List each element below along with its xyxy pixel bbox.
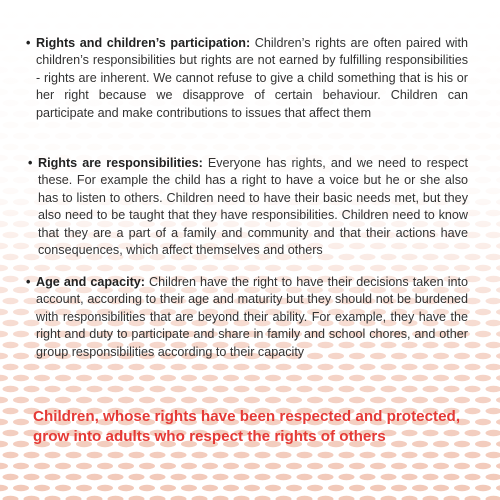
- bullet-marker: •: [26, 36, 31, 50]
- bullet-term: Rights and children’s participation:: [36, 36, 251, 50]
- bullet-term: Rights are responsibilities:: [38, 156, 203, 170]
- bullet-age-capacity: [26, 274, 468, 361]
- closing-statement: Children, whose rights have been respected and protected, grow into adults who respect the rights of others: [33, 408, 461, 445]
- bullet-rights-participation: [26, 35, 468, 122]
- bullet-marker: •: [26, 275, 31, 289]
- bullet-text: Children have the right to have their decisions taken into account, according to their age and maturity but they should not be burdened with responsibilities that are beyond their ability. For example, they have the right and duty to participate and share in family and school chores, and other group responsibilities according to their capacity: [36, 275, 468, 359]
- bullet-rights-responsibilities: [28, 155, 468, 259]
- bullet-text: Children’s rights are often paired with children’s responsibilities but rights are not earned by fulfilling responsibilities - rights are inherent. We cannot refuse to give a child something that is his or her right because we disapprove of certain behaviour. Children can participate and make contributions to issues that affect them: [36, 36, 468, 120]
- bullet-marker: •: [28, 156, 33, 170]
- bullet-text: Everyone has rights, and we need to respect these. For example the child has a right to have a voice but he or she also has to listen to others. Children need to have their basic needs met, but they also need to be taught that they have responsibilities. Children need to know that they are a part of a family and community and that their actions have consequences, which affect themselves and others: [38, 156, 468, 258]
- bullet-term: Age and capacity:: [36, 275, 145, 289]
